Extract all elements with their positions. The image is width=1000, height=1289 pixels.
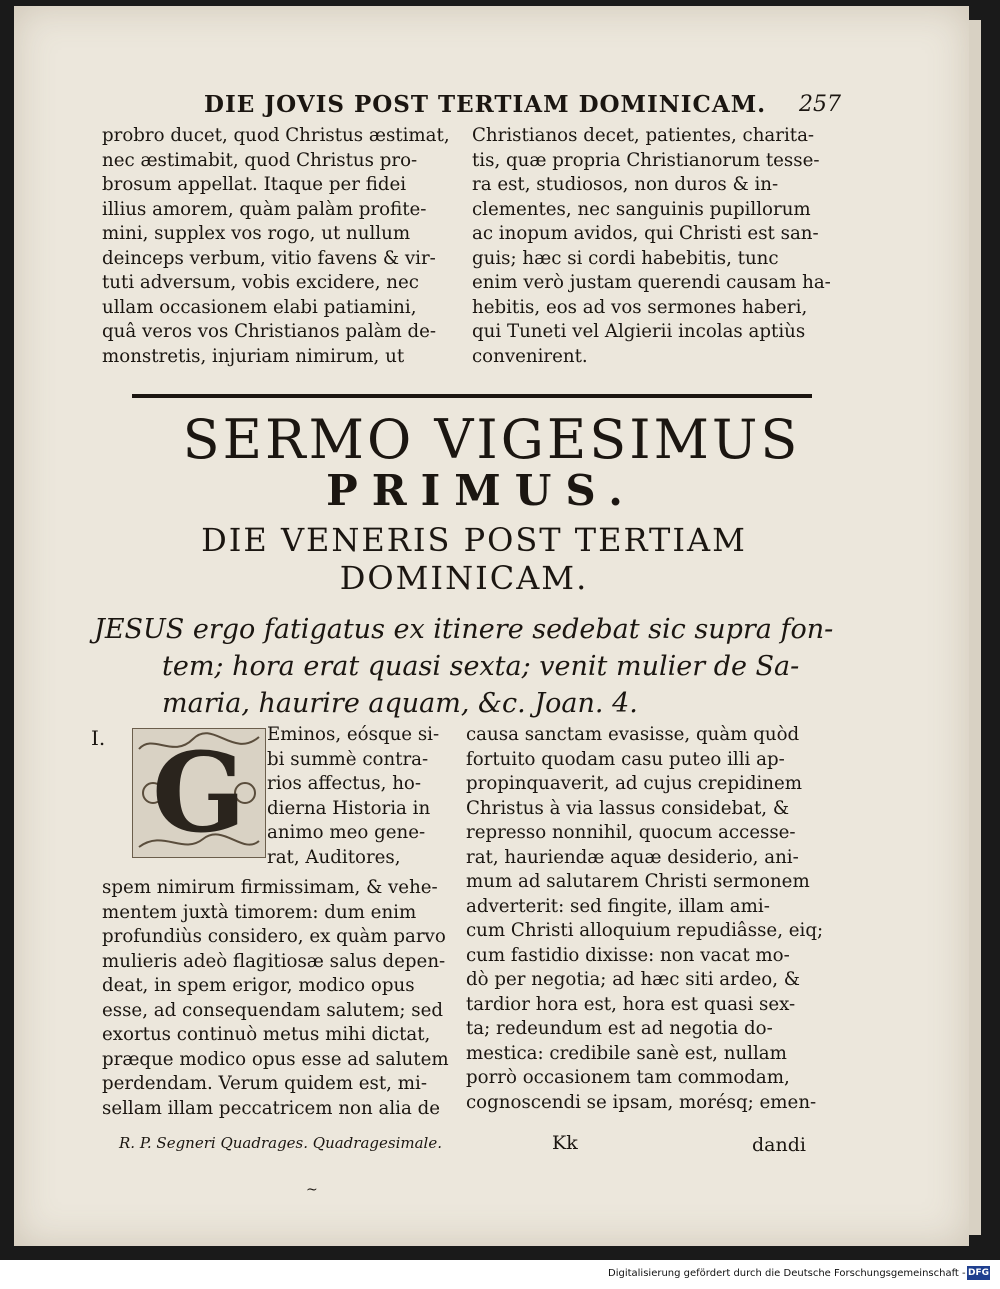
text-line: mulieris adeò flagitiosæ salus depen- (102, 950, 446, 972)
dfg-logo: DFG (967, 1268, 989, 1278)
top-left-column (102, 124, 457, 369)
text-line: causa sanctam evasisse, quàm quòd (466, 724, 800, 745)
signature-mark: Kk (552, 1132, 578, 1154)
running-head: DIE JOVIS POST TERTIAM DOMINICAM. (204, 91, 767, 118)
text-line: ra est, studiosos, non duros & in- (472, 174, 779, 195)
text-line: rat, hauriendæ aquæ desiderio, ani- (466, 846, 799, 868)
text-line: guis; hæc si cordi habebitis, tunc (472, 247, 779, 269)
text-line: brosum appellat. Itaque per fidei (102, 174, 407, 195)
text-line: monstretis, injuriam nimirum, ut (102, 345, 405, 367)
text-line: perdendam. Verum quidem est, mi- (102, 1073, 427, 1094)
sermon-title-line2: PRIMUS. (326, 466, 637, 515)
text-line: deinceps verbum, vitio favens & vir- (102, 247, 436, 269)
text-line: mentem juxtà timorem: dum enim (102, 901, 417, 923)
text-line: deat, in spem erigor, modico opus (102, 975, 415, 996)
text-line: præque modico opus esse ad salutem (102, 1048, 449, 1070)
text-line: dò per negotia; ad hæc siti ardeo, & (466, 969, 800, 990)
text-line: rat, Auditores, (267, 846, 401, 868)
text-line: exortus continuò metus mihi dictat, (102, 1024, 431, 1045)
text-line: fortuito quodam casu puteo illi ap- (466, 748, 785, 770)
text-line: mestica: credibile sanè est, nullam (466, 1042, 787, 1064)
digitization-credit: Digitalisierung gefördert durch die Deutsche Forschungsgemeinschaft - (608, 1268, 966, 1279)
text-line: enim verò justam querendi causam ha- (472, 272, 831, 293)
text-line: sellam illam peccatricem non alia de (102, 1097, 441, 1119)
text-line: represso nonnihil, quocum accesse- (466, 822, 796, 843)
text-line: ac inopum avidos, qui Christi est san- (472, 223, 819, 244)
text-line: Christus à via lassus considebat, & (466, 797, 790, 819)
text-line: clementes, nec sanguinis pupillorum (472, 198, 811, 220)
footnote: R. P. Segneri Quadrages. Quadragesimale. (119, 1134, 442, 1152)
text-line: cum fastidio dixisse: non vacat mo- (466, 944, 790, 966)
text-line: Eminos, eósque si- (267, 724, 440, 745)
sermon-subtitle-line2: DOMINICAM. (339, 559, 589, 597)
text-line: nec æstimabit, quod Christus pro- (102, 149, 418, 171)
text-line: porrò occasionem tam commodam, (466, 1067, 790, 1088)
text-line: probro ducet, quod Christus æstimat, (102, 125, 450, 146)
epigraph-line: maria, haurire aquam, &c. Joan. 4. (162, 688, 638, 719)
page-number: 257 (799, 92, 841, 117)
page-edge (969, 20, 981, 1235)
printer-mark: ~ (306, 1182, 318, 1198)
text-line: tis, quæ propria Christianorum tesse- (472, 149, 820, 171)
text-line: spem nimirum firmissimam, & vehe- (102, 877, 438, 898)
section-divider (132, 394, 812, 398)
initial-letter: G (152, 728, 246, 857)
text-line: adverterit: sed fingite, illam ami- (466, 895, 770, 917)
bottom-right-column (466, 723, 836, 1115)
text-line: ta; redeundum est ad negotia do- (466, 1018, 773, 1039)
text-line: convenirent. (472, 345, 588, 367)
bottom-left-column (102, 876, 462, 1121)
text-line: animo meo gene- (267, 822, 426, 843)
text-line: cum Christi alloquium repudiâsse, eiq; (466, 920, 824, 941)
text-line: tardior hora est, hora est quasi sex- (466, 993, 796, 1015)
text-line: cognoscendi se ipsam, morésq; emen- (466, 1091, 817, 1113)
text-line: illius amorem, quàm palàm profite- (102, 198, 427, 220)
text-line: Christianos decet, patientes, charita- (472, 125, 815, 146)
sermon-title: SERMO VIGESIMUS (182, 408, 801, 471)
text-line: mini, supplex vos rogo, ut nullum (102, 223, 411, 244)
text-line: mum ad salutarem Christi sermonem (466, 871, 810, 892)
epigraph (94, 611, 834, 722)
section-number: I. (91, 726, 106, 750)
text-line: qui Tuneti vel Algierii incolas aptiùs (472, 321, 806, 342)
text-line: profundiùs considero, ex quàm parvo (102, 926, 446, 947)
sermon-subtitle: DIE VENERIS POST TERTIAM (201, 521, 747, 559)
catchword: dandi (752, 1134, 806, 1156)
epigraph-line: JESUS ergo fatigatus ex itinere sedebat sic supra fon- (94, 614, 834, 645)
book-page (14, 6, 969, 1246)
top-right-column (472, 124, 831, 369)
text-line: esse, ad consequendam salutem; sed (102, 999, 443, 1021)
text-line: ullam occasionem elabi patiamini, (102, 296, 417, 318)
text-line: quâ veros vos Christianos palàm de- (102, 321, 437, 342)
text-line: tuti adversum, vobis excidere, nec (102, 272, 419, 293)
epigraph-line: tem; hora erat quasi sexta; venit mulier de Sa- (162, 651, 800, 682)
initial-column (267, 723, 457, 870)
text-line: bi summè contra- (267, 748, 429, 770)
text-line: hebitis, eos ad vos sermones haberi, (472, 296, 808, 318)
text-line: propinquaverit, ad cujus crepidinem (466, 773, 802, 794)
text-line: rios affectus, ho- (267, 773, 422, 794)
decorated-initial (132, 728, 266, 858)
text-line: dierna Historia in (267, 797, 431, 819)
